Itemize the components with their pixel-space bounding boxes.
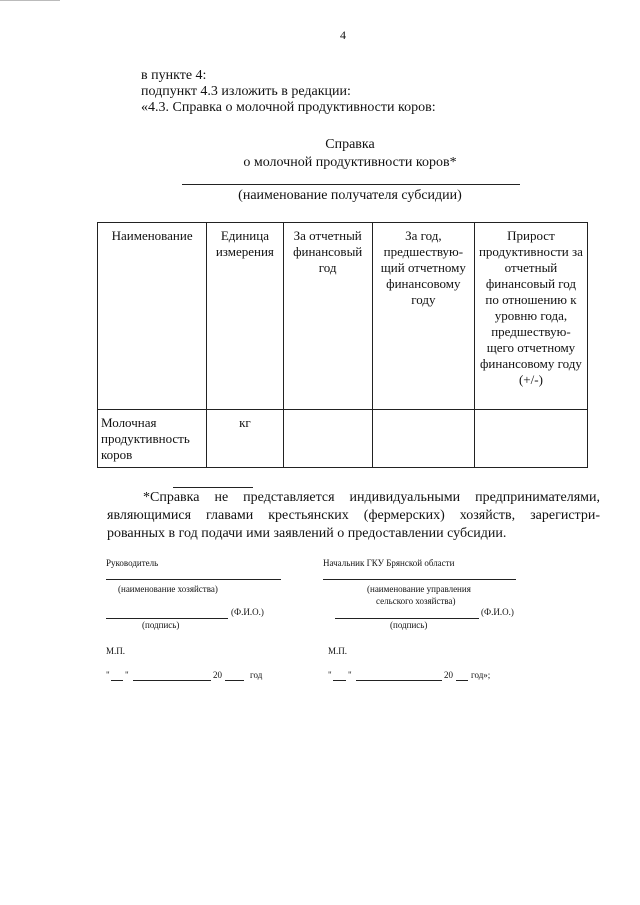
left-year-line [225, 680, 244, 681]
left-org-caption: (наименование хозяйства) [118, 584, 218, 594]
left-signer-title: Руководитель [106, 558, 159, 568]
form-title: Справка [325, 137, 375, 152]
left-day-line [111, 680, 123, 681]
cell-growth [474, 410, 587, 468]
header-unit: Единица измерения [207, 223, 283, 410]
right-stamp: М.П. [328, 646, 348, 656]
right-org-line [323, 579, 516, 580]
left-signature-line [106, 618, 228, 619]
left-year-word: год [250, 670, 263, 680]
cell-current [283, 410, 372, 468]
cell-previous [372, 410, 474, 468]
right-signer-title: Начальник ГКУ Брянской области [323, 558, 455, 568]
left-month-line [133, 680, 211, 681]
header-previous-year: За год, предшествую-щий отчетному финансовому году [372, 223, 474, 410]
intro-line-2: подпункт 4.3 изложить в редакции: [141, 84, 351, 99]
right-org-caption-2: сельского хозяйства) [376, 596, 456, 606]
cell-unit: кг [207, 410, 283, 468]
left-stamp: М.П. [106, 646, 126, 656]
header-current-year: За отчетный финансовый год [283, 223, 372, 410]
form-subtitle: о молочной продуктивности коров* [243, 155, 457, 170]
intro-text [141, 68, 436, 116]
table-header-row [98, 223, 588, 410]
right-year-word: год»; [471, 670, 491, 680]
right-sign-caption: (подпись) [390, 620, 428, 630]
right-year-line [456, 680, 468, 681]
left-century: 20 [213, 670, 222, 680]
table-row [98, 410, 588, 468]
right-month-line [356, 680, 442, 681]
left-quote-close: " [125, 670, 129, 680]
page-number: 4 [340, 28, 346, 42]
footnote-rule [173, 487, 253, 488]
recipient-caption: (наименование получателя субсидии) [238, 188, 462, 203]
left-fio-caption: (Ф.И.О.) [231, 607, 264, 617]
right-org-caption-1: (наименование управления [367, 584, 471, 594]
right-century: 20 [444, 670, 453, 680]
productivity-table [97, 222, 588, 468]
page-corner-mark [0, 0, 60, 4]
intro-line-1: в пункте 4: [141, 68, 207, 83]
intro-line-3: «4.3. Справка о молочной продуктивности коров: [141, 100, 436, 115]
left-sign-caption: (подпись) [142, 620, 180, 630]
footnote: *Справка не представляется индивидуальными предпринимателями, являющимися главами крестьянских (фермерских) хозяйств, зарегистри-рованных в год подачи ими заявлений о предоставлении субсидии. [107, 490, 600, 541]
left-org-line [106, 579, 281, 580]
right-day-line [333, 680, 346, 681]
recipient-line [182, 184, 520, 185]
right-quote-open: " [328, 670, 332, 680]
right-quote-close: " [348, 670, 352, 680]
header-name: Наименование [98, 223, 207, 410]
right-signature-line [335, 618, 479, 619]
header-growth: Прирост продуктивности за отчетный финансовый год по отношению к уровню года, предшествую-щего отчетному финансовому году (+/-) [474, 223, 587, 410]
right-fio-caption: (Ф.И.О.) [481, 607, 514, 617]
left-quote-open: " [106, 670, 110, 680]
cell-name: Молочная продуктивность коров [98, 410, 207, 468]
